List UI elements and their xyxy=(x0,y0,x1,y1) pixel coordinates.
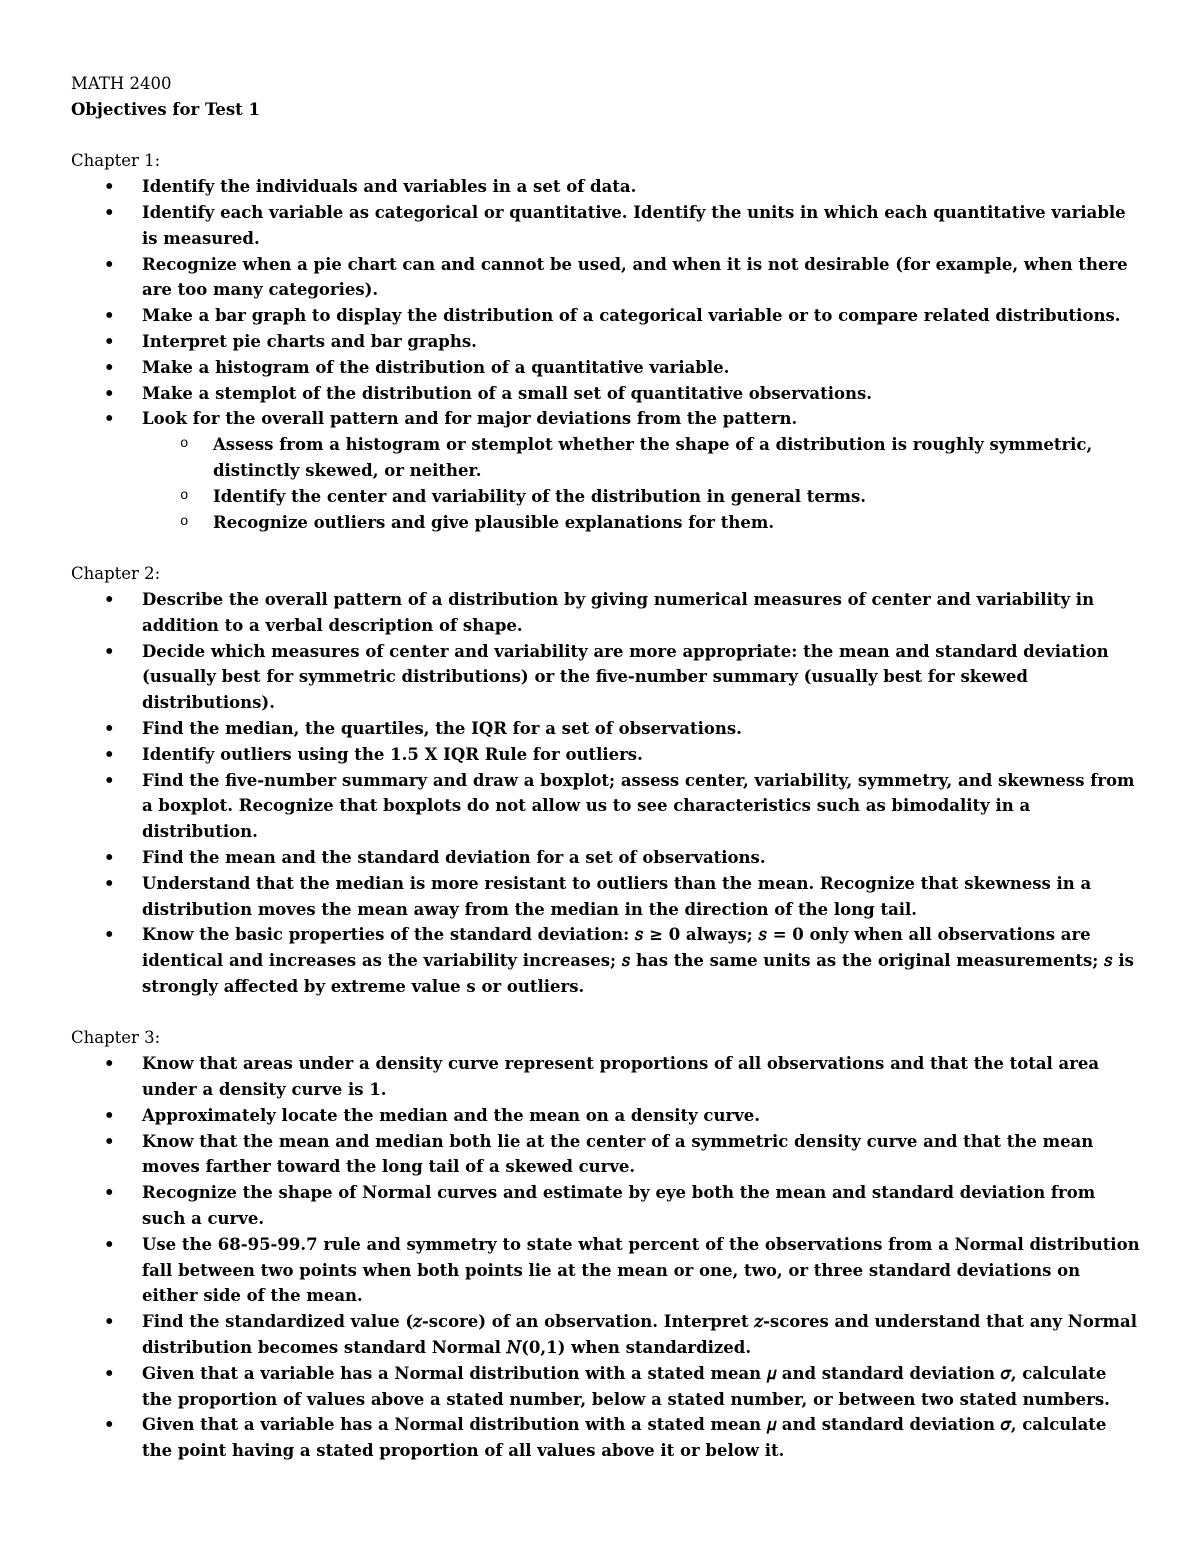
objective-item xyxy=(71,174,1140,200)
objective-text: Interpret pie charts and bar graphs. xyxy=(142,331,477,351)
objective-item xyxy=(71,329,1140,355)
objective-text: Make a stemplot of the distribution of a small set of quantitative observations. xyxy=(142,383,873,403)
chapter-heading: Chapter 3: xyxy=(71,1028,161,1048)
chapter-heading: Chapter 2: xyxy=(71,564,161,584)
objective-item xyxy=(71,1103,1140,1129)
objective-text: Find the mean and the standard deviation for a set of observations. xyxy=(142,847,766,867)
objective-text: Understand that the median is more resistant to outliers than the mean. Recognize that skewness in a distribution moves the mean away from the median in the direction of the long tail. xyxy=(142,873,1092,919)
objective-text: Make a histogram of the distribution of a quantitative variable. xyxy=(142,357,730,377)
objective-list xyxy=(71,174,1140,535)
sub-objective-item: o Assess from a histogram or stemplot whether the shape of a distribution is roughly symmetric, distinctly skewed, or neither. xyxy=(142,432,1140,484)
objective-item xyxy=(71,742,1140,768)
document-subtitle: Objectives for Test 1 xyxy=(71,99,260,119)
objective-item xyxy=(71,381,1140,407)
objective-item xyxy=(71,1361,1140,1413)
objective-item xyxy=(71,1180,1140,1232)
objective-item xyxy=(71,768,1140,845)
objective-item xyxy=(71,845,1140,871)
objective-text: Recognize when a pie chart can and cannot be used, and when it is not desirable (for example, when there are too many categories). xyxy=(142,254,1128,300)
objective-text: Look for the overall pattern and for major deviations from the pattern. xyxy=(142,409,798,429)
objective-text: Know that areas under a density curve represent proportions of all observations and that the total area under a density curve is 1. xyxy=(142,1054,1100,1100)
objective-item xyxy=(71,406,1140,535)
objective-text: Find the median, the quartiles, the IQR for a set of observations. xyxy=(142,718,742,738)
objective-item xyxy=(71,639,1140,716)
objective-text: Identify each variable as categorical or quantitative. Identify the units in which each quantitative variable is measured. xyxy=(142,202,1126,248)
objective-list xyxy=(71,587,1140,1000)
objective-item xyxy=(71,1232,1140,1309)
objective-text: Use the 68-95-99.7 rule and symmetry to state what percent of the observations from a Normal distribution fall between two points when both points lie at the mean or one, two, or three standard deviations on either side of the mean. xyxy=(142,1234,1140,1306)
chapter-section xyxy=(71,148,1140,535)
sub-objective-item: o Identify the center and variability of the distribution in general terms. xyxy=(142,484,1140,510)
objective-text: Describe the overall pattern of a distribution by giving numerical measures of center and variability in addition to a verbal description of shape. xyxy=(142,589,1095,635)
objective-item xyxy=(71,200,1140,252)
objective-text: Given that a variable has a Normal distribution with a stated mean 𝜇 and standard deviation 𝜎, calculate the proportion of values above a stated number, below a stated number, or between two stated numbers. xyxy=(142,1363,1110,1409)
objective-text: Identify the individuals and variables in a set of data. xyxy=(142,177,637,197)
objective-item xyxy=(71,716,1140,742)
objective-text: Approximately locate the median and the mean on a density curve. xyxy=(142,1105,760,1125)
objective-text: Recognize the shape of Normal curves and estimate by eye both the mean and standard deviation from such a curve. xyxy=(142,1183,1096,1229)
chapter-section xyxy=(71,561,1140,1000)
objective-item xyxy=(71,355,1140,381)
objective-text: Find the five-number summary and draw a boxplot; assess center, variability, symmetry, and skewness from a boxplot. Recognize that boxplots do not allow us to see characteristics such as bimodality in a distribution. xyxy=(142,770,1135,842)
chapter-heading: Chapter 1: xyxy=(71,151,161,171)
objective-item xyxy=(71,1051,1140,1103)
objective-item xyxy=(71,303,1140,329)
objective-text: Know that the mean and median both lie at the center of a symmetric density curve and that the mean moves farther toward the long tail of a skewed curve. xyxy=(142,1131,1094,1177)
objective-item xyxy=(71,1412,1140,1464)
objective-text: Make a bar graph to display the distribution of a categorical variable or to compare related distributions. xyxy=(142,306,1121,326)
chapters-container xyxy=(71,148,1140,1464)
sub-objective-list xyxy=(142,432,1140,535)
chapter-section xyxy=(71,1025,1140,1464)
sub-objective-item: o Recognize outliers and give plausible explanations for them. xyxy=(142,510,1140,536)
objective-item xyxy=(71,922,1140,999)
objective-item xyxy=(71,1309,1140,1361)
objective-item xyxy=(71,587,1140,639)
objective-item xyxy=(71,1129,1140,1181)
objective-text: Decide which measures of center and variability are more appropriate: the mean and standard deviation (usually best for symmetric distributions) or the five-number summary (usually best for skewed distributions). xyxy=(142,641,1109,713)
objective-item xyxy=(71,871,1140,923)
objective-list xyxy=(71,1051,1140,1464)
objective-item xyxy=(71,252,1140,304)
course-title: MATH 2400 xyxy=(71,74,172,93)
objective-text: Find the standardized value (𝑧-score) of an observation. Interpret 𝑧-scores and understand that any Normal distribution becomes standard Normal 𝑁(0,1) when standardized. xyxy=(142,1312,1137,1358)
objective-text: Given that a variable has a Normal distribution with a stated mean 𝜇 and standard deviation 𝜎, calculate the point having a stated proportion of all values above it or below it. xyxy=(142,1415,1107,1461)
objective-text: Identify outliers using the 1.5 X IQR Rule for outliers. xyxy=(142,744,643,764)
objective-text: Know the basic properties of the standard deviation: 𝑠 ≥ 0 always; 𝑠 = 0 only when all observations are identical and increases as the variability increases; 𝑠 has the same units as the original measurements; 𝑠 is strongly affected by extreme value s or outliers. xyxy=(142,925,1134,996)
